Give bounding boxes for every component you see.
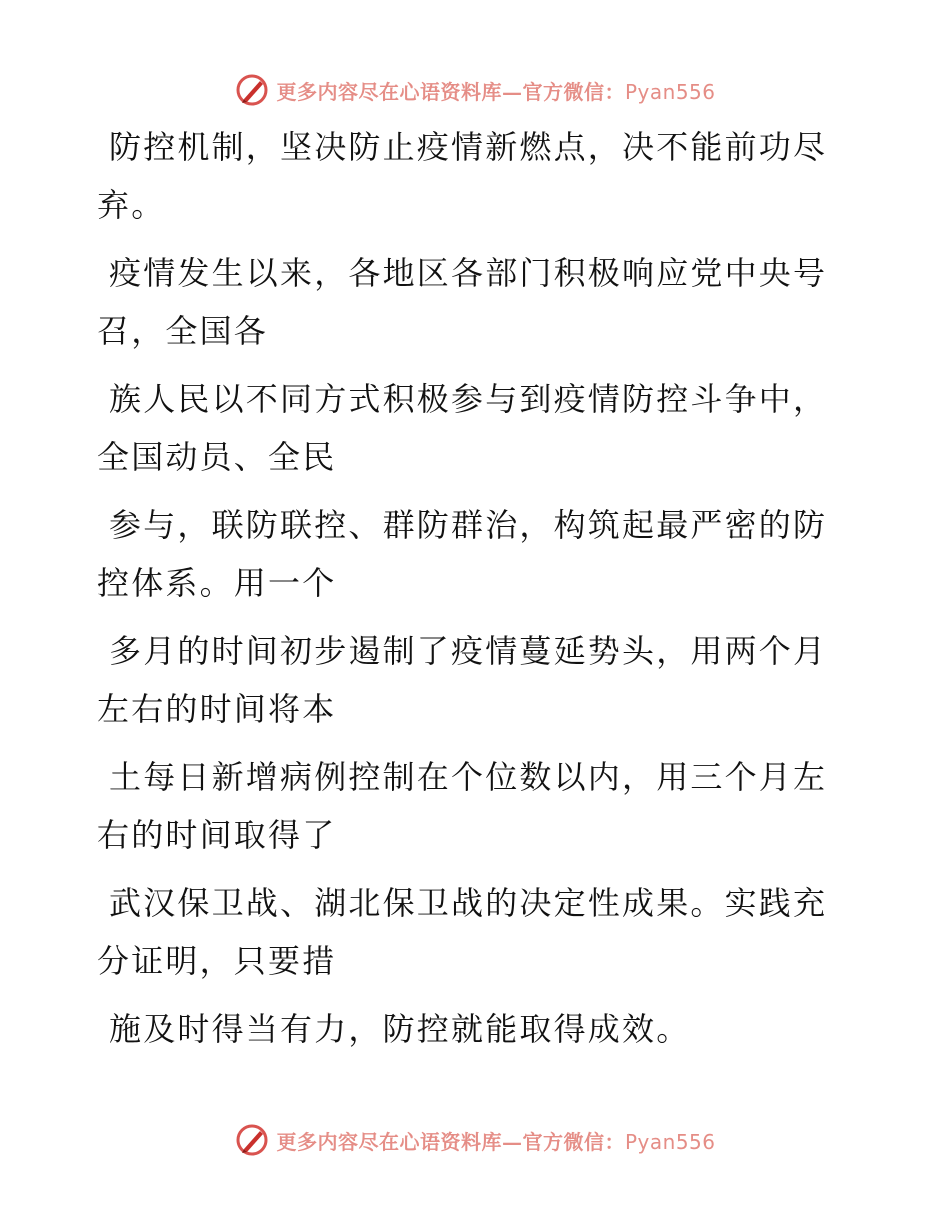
- text-line: 武汉保卫战、湖北保卫战的决定性成果。实践充: [109, 884, 828, 922]
- text-line: 召，全国各: [97, 312, 269, 350]
- text-line: 弃。: [97, 186, 166, 224]
- paragraph: [97, 874, 837, 990]
- paragraph: [97, 748, 837, 864]
- paragraph: [97, 370, 837, 486]
- text-line: 防控机制，坚决防止疫情新燃点，决不能前功尽: [109, 128, 828, 166]
- pen-logo-icon: [234, 72, 270, 108]
- paragraph: [97, 118, 837, 234]
- footer-watermark: [0, 1118, 950, 1162]
- text-line: 全国动员、全民: [97, 438, 337, 476]
- text-line: 分证明，只要措: [97, 942, 337, 980]
- text-line: 右的时间取得了: [97, 816, 337, 854]
- paragraph: [97, 1000, 837, 1058]
- watermark-text: 更多内容尽在心语资料库—官方微信：Pyan556: [276, 1129, 716, 1154]
- pen-logo-icon: [234, 1122, 270, 1158]
- watermark-text: 更多内容尽在心语资料库—官方微信：Pyan556: [276, 79, 716, 104]
- text-line: 疫情发生以来，各地区各部门积极响应党中央号: [109, 254, 828, 292]
- text-line: 控体系。用一个: [97, 564, 337, 602]
- text-line: 参与，联防联控、群防群治，构筑起最严密的防: [109, 506, 828, 544]
- paragraph: [97, 244, 837, 360]
- text-line: 多月的时间初步遏制了疫情蔓延势头，用两个月: [109, 632, 828, 670]
- text-line: 族人民以不同方式积极参与到疫情防控斗争中，: [109, 380, 828, 418]
- text-line: 土每日新增病例控制在个位数以内，用三个月左: [109, 758, 828, 796]
- text-line: 施及时得当有力，防控就能取得成效。: [109, 1010, 691, 1048]
- text-line: 左右的时间将本: [97, 690, 337, 728]
- paragraph: [97, 622, 837, 738]
- header-watermark: [0, 68, 950, 112]
- paragraph: [97, 496, 837, 612]
- document-body: [97, 118, 837, 1068]
